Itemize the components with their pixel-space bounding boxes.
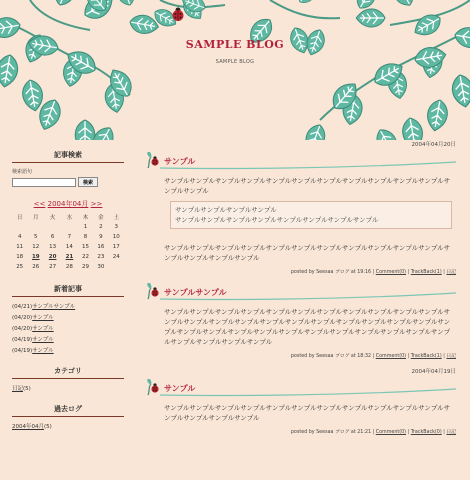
entry-header (140, 379, 456, 397)
entry-footer: posted by Seesaa ブログ at 21:21 | Comment(0) | TrackBack(0) | 日記 (290, 430, 456, 435)
calendar-nav (12, 199, 124, 209)
calendar-weekday: 火 (49, 215, 56, 221)
entry-date: 2004年04月19日 (411, 369, 456, 375)
recent-date: (04/19) (12, 348, 33, 354)
archive-list (12, 422, 124, 430)
calendar-day: 26 (32, 264, 40, 270)
calendar-day: 1 (83, 224, 88, 230)
search-label: 検索語句 (12, 169, 33, 175)
trackback-link[interactable]: TrackBack(1) (410, 354, 442, 359)
calendar-day (44, 222, 61, 232)
comment-link[interactable]: Comment(0) (375, 430, 407, 435)
trackback-link[interactable]: TrackBack(0) (410, 430, 442, 435)
sidebar (12, 150, 124, 442)
comment-link[interactable]: Comment(0) (375, 270, 407, 275)
calendar-day: 8 (83, 234, 88, 240)
main-content (140, 140, 456, 443)
calendar-day: 18 (16, 254, 24, 260)
category-link[interactable]: 日記 (446, 430, 456, 435)
posted-by: posted by Seesaa ブログ at 21:21 (290, 430, 372, 435)
calendar-day: 10 (112, 234, 120, 240)
recent-item (12, 346, 124, 354)
calendar-day (27, 222, 44, 232)
entry-quote (170, 201, 452, 229)
calendar-day: 11 (16, 244, 24, 250)
ladybug-icon (170, 6, 186, 22)
entry-body: サンプルサンプルサンプルサンプルサンプルサンプルサンプルサンプルサンプルサンプルサンプルサンプルサンプルサンプルサンプル (164, 404, 451, 422)
quote-line: サンプルサンプルサンプルサンプル (175, 206, 277, 214)
calendar-day: 30 (97, 264, 105, 270)
blog-entry (140, 379, 456, 435)
search-heading: 記事検索 (12, 150, 124, 163)
calendar-day: 5 (34, 234, 38, 240)
blog-entry (140, 283, 456, 359)
recent-item (12, 324, 124, 332)
recent-link[interactable]: サンプル (32, 315, 54, 321)
posted-by: posted by Seesaa ブログ at 19:16 (290, 270, 372, 275)
search-input[interactable] (12, 178, 76, 187)
calendar-weekday: 木 (82, 215, 89, 221)
calendar-weekday: 水 (66, 215, 73, 221)
search-form (12, 177, 124, 187)
category-item (12, 384, 124, 392)
ladybug-icon (146, 379, 160, 397)
calendar-day: 28 (65, 264, 73, 270)
recent-item (12, 335, 124, 343)
entry-title-link[interactable]: サンプル (164, 384, 196, 393)
leaf-decoration (0, 0, 470, 140)
calendar-week (12, 262, 124, 272)
blog-description: SAMPLE BLOG (215, 59, 255, 65)
recent-item (12, 313, 124, 321)
blog-title[interactable]: SAMPLE BLOG (185, 38, 285, 51)
calendar-day: 13 (49, 244, 57, 250)
calendar-day-link[interactable]: 21 (65, 254, 74, 260)
calendar-day-link[interactable]: 19 (31, 254, 40, 260)
calendar-week (12, 252, 124, 262)
calendar-weekday: 月 (33, 215, 39, 221)
calendar-week (12, 242, 124, 252)
calendar-day (12, 222, 27, 232)
calendar-day (61, 222, 78, 232)
category-heading: カテゴリ (12, 366, 124, 379)
entry-header (140, 283, 456, 301)
calendar-day: 16 (97, 244, 105, 250)
calendar-day: 4 (17, 234, 22, 240)
recent-link[interactable]: サンプルサンプル (32, 304, 76, 310)
blog-header (0, 0, 470, 140)
quote-line: サンプルサンプルサンプルサンプルサンプルサンプルサンプルサンプル (175, 216, 379, 224)
calendar-week (12, 232, 124, 242)
ladybug-icon (146, 152, 160, 170)
calendar-day: 27 (49, 264, 57, 270)
recent-item (12, 302, 124, 310)
calendar-day: 3 (114, 224, 119, 230)
calendar-day: 9 (99, 234, 103, 240)
calendar-weekday: 金 (98, 215, 104, 221)
entry-footer: posted by Seesaa ブログ at 18:32 | Comment(0) | TrackBack(1) | 日記 (290, 354, 456, 359)
recent-list (12, 302, 124, 354)
entry-body: サンプルサンプルサンプルサンプルサンプルサンプルサンプルサンプルサンプルサンプルサンプルサンプルサンプル (164, 177, 451, 195)
calendar-day: 29 (82, 264, 89, 270)
ladybug-icon (146, 283, 160, 301)
trackback-link[interactable]: TrackBack(1) (410, 270, 442, 275)
calendar-weekday: 日 (16, 215, 23, 221)
calendar-next-link[interactable]: >> (90, 200, 103, 208)
archive-heading: 過去ログ (12, 404, 124, 417)
category-link[interactable]: 日記 (446, 270, 456, 275)
archive-item (12, 422, 124, 430)
entry-date: 2004年04月20日 (411, 142, 456, 148)
entry-header (140, 152, 456, 170)
recent-link[interactable]: サンプル (32, 337, 54, 343)
posted-by: posted by Seesaa ブログ at 18:32 (290, 354, 372, 359)
entry-body: サンプルサンプルサンプルサンプルサンプルサンプルサンプルサンプルサンプルサンプルサンプルサンプルサンプルサンプルサンプル (164, 244, 451, 262)
archive-count: (5) (44, 424, 52, 430)
calendar-day: 2 (99, 224, 103, 230)
category-list (12, 384, 124, 392)
calendar-weekday: 土 (113, 215, 120, 221)
recent-date: (04/21) (12, 304, 33, 310)
calendar-day: 17 (112, 244, 120, 250)
calendar-day: 15 (82, 244, 89, 250)
calendar-day: 12 (32, 244, 40, 250)
category-link[interactable]: 日記 (12, 386, 24, 392)
calendar-day: 24 (112, 254, 120, 260)
calendar-month-link[interactable]: 2004年04月 (47, 200, 89, 208)
blog-entry (140, 152, 456, 275)
calendar-day: 7 (67, 234, 72, 240)
comment-link[interactable]: Comment(0) (375, 354, 407, 359)
calendar-day: 22 (82, 254, 89, 260)
recent-date: (04/19) (12, 337, 33, 343)
entry-footer: posted by Seesaa ブログ at 19:16 | Comment(0) | TrackBack(1) | 日記 (290, 270, 456, 275)
recent-date: (04/20) (12, 315, 33, 321)
category-link[interactable]: 日記 (446, 354, 456, 359)
calendar-prev-link[interactable]: << (33, 200, 46, 208)
category-count: (5) (23, 386, 31, 392)
archive-link[interactable]: 2004年04月 (12, 424, 44, 430)
calendar (12, 212, 124, 272)
entry-title-link[interactable]: サンプル (164, 157, 196, 166)
calendar-day: 23 (97, 254, 105, 260)
calendar-week (12, 222, 124, 232)
calendar-day-link[interactable]: 20 (48, 254, 57, 260)
calendar-day: 6 (50, 234, 55, 240)
entry-body: サンプルサンプルサンプルサンプルサンプルサンプルサンプルサンプルサンプルサンプルサンプルサンプルサンプルサンプルサンプルサンプルサンプルサンプルサンプルサンプルサンプルサンプルサンプルサンプルサンプルサンプルサンプルサンプルサンプルサンプルサンプルサンプルサンプルサンプルサンプルサンプルサンプルサンプル (164, 308, 451, 346)
recent-link[interactable]: サンプル (32, 348, 54, 354)
recent-link[interactable]: サンプル (32, 326, 54, 332)
entry-title-link[interactable]: サンプルサンプル (164, 288, 227, 297)
calendar-day: 25 (16, 264, 24, 270)
recent-date: (04/20) (12, 326, 33, 332)
recent-heading: 新着記事 (12, 284, 124, 297)
calendar-day (109, 262, 124, 272)
calendar-day: 14 (65, 244, 73, 250)
search-button[interactable]: 検索 (78, 177, 98, 187)
